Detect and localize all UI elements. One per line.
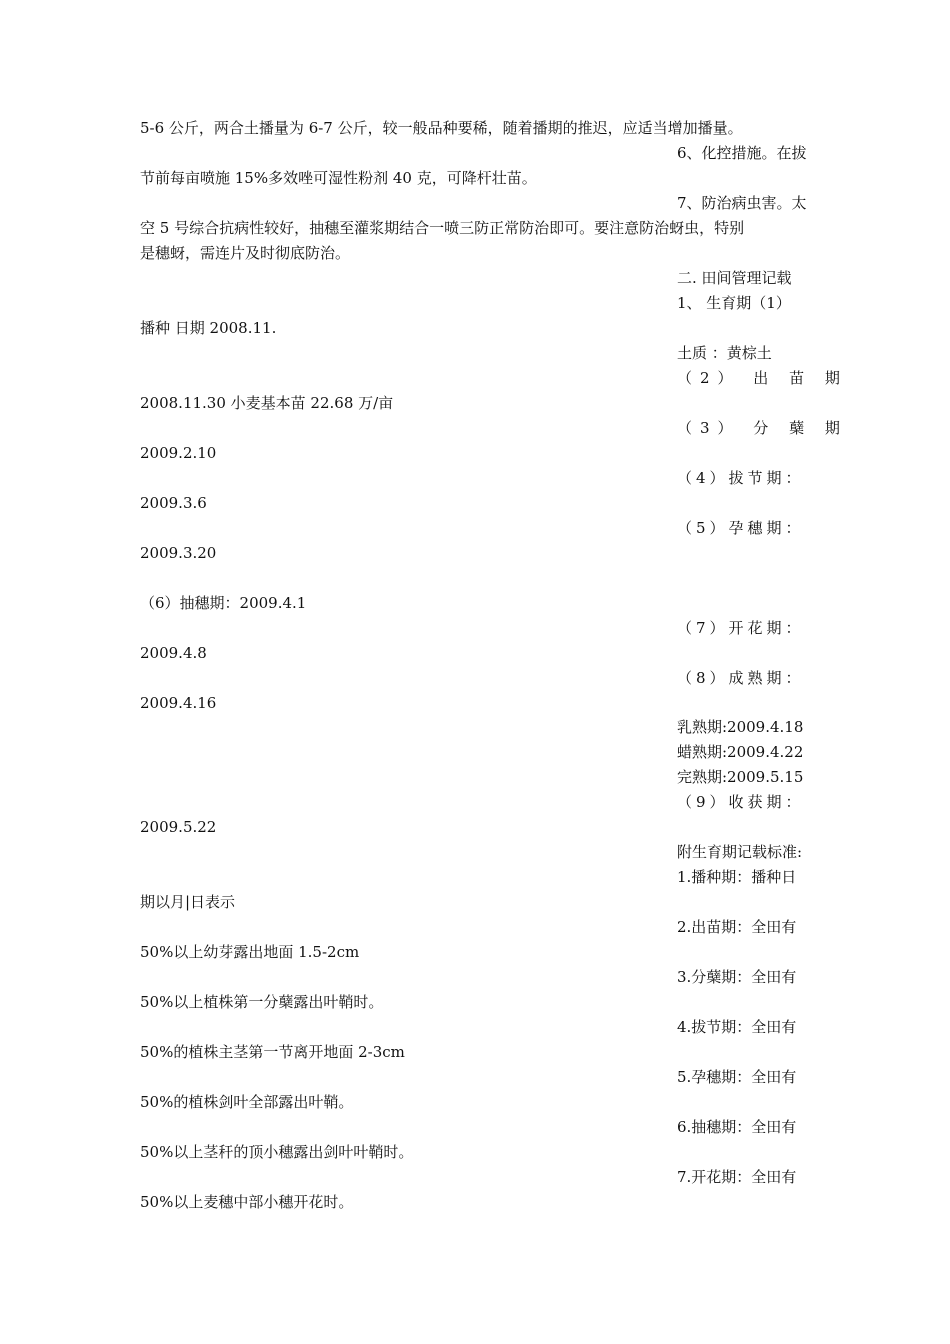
standard-6-text: 50%以上茎秆的顶小穗露出剑叶叶鞘时。 [140,1143,414,1161]
section-heading-field-management: 二. 田间管理记载 [677,269,792,287]
item-7-body-2: 是穗蚜，需连片及时彻底防治。 [140,244,351,262]
heading-date: （6）抽穗期：2009.4.1 [140,594,307,612]
booting-value: 2009.3.20 [140,544,217,562]
milk-ripe-date: 乳熟期:2009.4.18 [677,718,804,736]
item-7-heading: 7、防治病虫害。太 [677,194,807,212]
item-7-body-1: 空 5 号综合抗病性较好，抽穗至灌浆期结合一喷三防正常防治即可。要注意防治蚜虫，特别 [140,219,745,237]
tillering-value: 2009.2.10 [140,444,217,462]
full-ripe-date: 完熟期:2009.5.15 [677,768,804,786]
paragraph-seeding-rate: 5-6 公斤，两合土播量为 6-7 公斤，较一般品种要稀，随着播期的推迟，应适当增加播量。 [140,119,743,137]
standard-2-label: 2.出苗期：全田有 [677,918,797,936]
booting-label: （5）孕穗期： [677,519,805,537]
item-6-body: 节前每亩喷施 15%多效唑可湿性粉剂 40 克，可降杆壮苗。 [140,169,537,187]
emergence-label: （2） 出 苗 期 [677,369,848,387]
jointing-label: （4）拔节期： [677,469,805,487]
subsection-growth-period: 1、 生育期（1） [677,294,791,312]
standard-4-label: 4.拔节期：全田有 [677,1018,797,1036]
standard-7-label: 7.开花期：全田有 [677,1168,797,1186]
standard-4-text: 50%的植株主茎第一节离开地面 2-3cm [140,1043,405,1061]
harvest-value: 2009.5.22 [140,818,217,836]
standards-title: 附生育期记载标准: [677,843,803,861]
flowering-value: 2009.4.8 [140,644,207,662]
standard-3-text: 50%以上植株第一分蘖露出叶鞘时。 [140,993,384,1011]
maturity-value: 2009.4.16 [140,694,217,712]
harvest-label: （9）收获期： [677,793,805,811]
emergence-value: 2008.11.30 小麦基本苗 22.68 万/亩 [140,394,394,412]
standard-5-label: 5.孕穗期：全田有 [677,1068,797,1086]
standard-7-text: 50%以上麦穗中部小穗开花时。 [140,1193,354,1211]
tillering-label: （3） 分 蘖 期 [677,419,848,437]
standard-1-label: 1.播种期：播种日 [677,868,797,886]
standard-2-text: 50%以上幼芽露出地面 1.5-2cm [140,943,360,961]
standard-5-text: 50%的植株剑叶全部露出叶鞘。 [140,1093,354,1111]
dough-ripe-date: 蜡熟期:2009.4.22 [677,743,804,761]
soil-type: 土质 ：黄棕土 [677,344,772,362]
item-6-heading: 6、化控措施。在拔 [677,144,807,162]
standard-1-text: 期以月|日表示 [140,893,236,911]
standard-3-label: 3.分蘖期：全田有 [677,968,797,986]
maturity-label: （8）成熟期： [677,669,805,687]
jointing-value: 2009.3.6 [140,494,207,512]
sowing-date: 播种 日期 2008.11. [140,319,277,337]
standard-6-label: 6.抽穗期：全田有 [677,1118,797,1136]
flowering-label: （7）开花期： [677,619,805,637]
